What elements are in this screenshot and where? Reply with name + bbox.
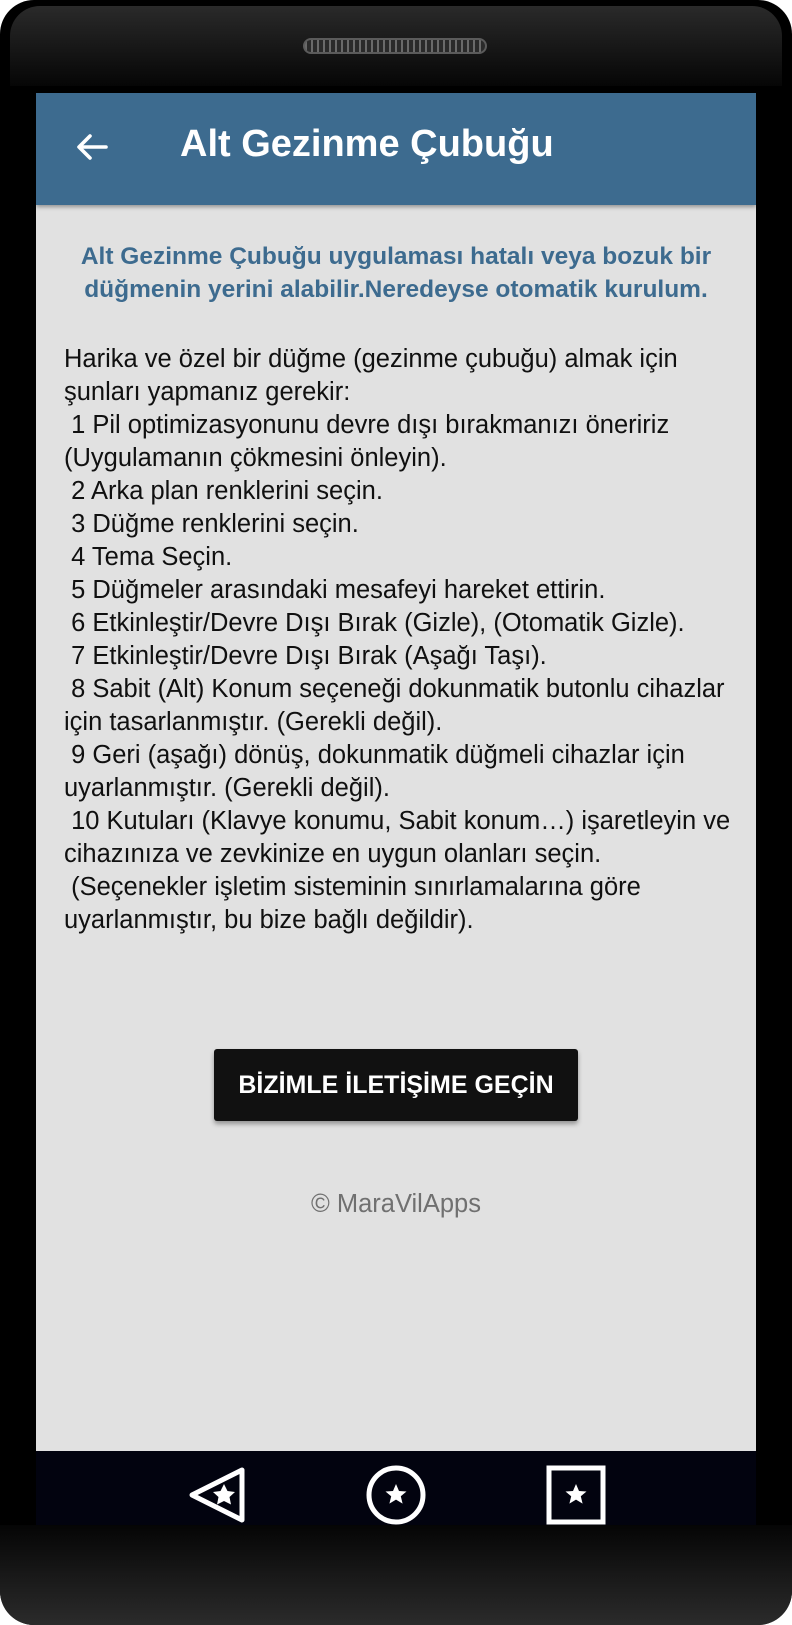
- copyright-text: © MaraVilApps: [311, 1190, 481, 1218]
- bottom-navigation-bar: [36, 1451, 756, 1533]
- circle-star-home-icon[interactable]: [364, 1463, 428, 1527]
- square-star-recents-icon[interactable]: [544, 1463, 608, 1527]
- arrow-left-icon[interactable]: [72, 127, 112, 167]
- contact-us-button[interactable]: BİZİMLE İLETİŞİME GEÇİN: [214, 1049, 578, 1121]
- app-bar: [36, 93, 756, 205]
- triangle-star-back-icon[interactable]: [186, 1463, 250, 1527]
- page-title: Alt Gezinme Çubuğu: [180, 123, 554, 165]
- phone-bottom-bezel: [0, 1525, 792, 1625]
- earpiece-speaker: [303, 38, 487, 54]
- app-screen: [36, 93, 756, 1451]
- instructions-text: Harika ve özel bir düğme (gezinme çubuğu) almak için şunları yapmanız gerekir: 1 Pil optimizasyonunu devre dışı bırakmanızı öneririz (Uygulamanın çökmesini önleyin). 2 Arka plan renklerini seçin. 3 Düğme renklerini seçin. 4 Tema Seçin. 5 Düğmeler arasındaki mesafeyi hareket ettirin. 6 Etkinleştir/Devre Dışı Bırak (Gizle), (Otomatik Gizle). 7 Etkinleştir/Devre Dışı Bırak (Aşağı Taşı). 8 Sabit (Alt) Konum seçeneği dokunmatik butonlu cihazlar için tasarlanmıştır. (Gerekli değil). 9 Geri (aşağı) dönüş, dokunmatik düğmeli cihazlar için uyarlanmıştır. (Gerekli değil). 10 Kutuları (Klavye konumu, Sabit konum…) işaretleyin ve cihazınıza ve zevkinize en uygun olanları seçin. (Seçenekler işletim sisteminin sınırlamalarına göre uyarlanmıştır, bu bize bağlı değildir).: [64, 345, 731, 934]
- intro-text: Alt Gezinme Çubuğu uygulaması hatalı veya bozuk bir düğmenin yerini alabilir.Neredeyse otomatik kurulum.: [80, 243, 712, 303]
